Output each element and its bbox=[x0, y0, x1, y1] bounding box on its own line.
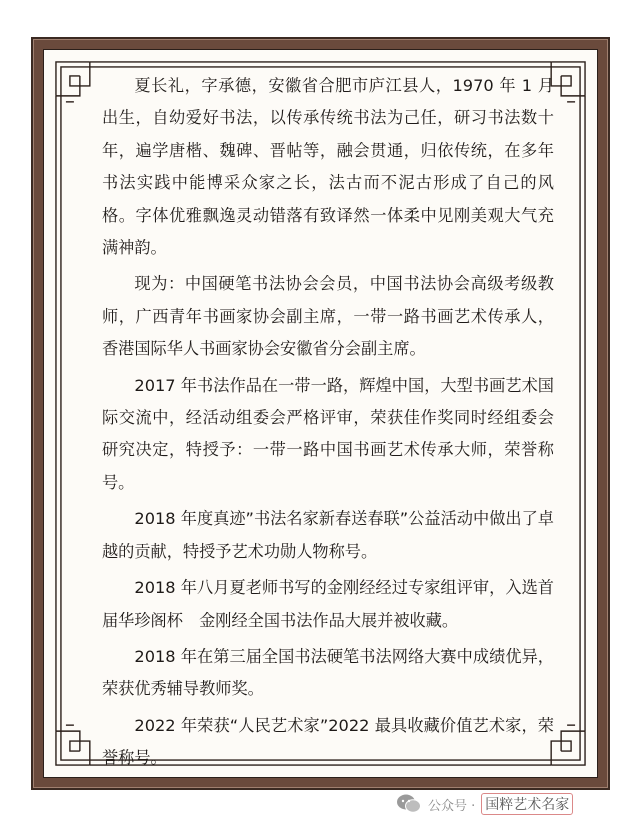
wechat-watermark bbox=[396, 791, 573, 817]
paragraph-2022-award: 2022 年荣获“人民艺术家”2022 最具收藏价值艺术家，荣誉称号。 bbox=[102, 715, 554, 768]
certificate-plaque bbox=[31, 37, 610, 790]
paragraph-intro: 夏长礼，字承德，安徽省合肥市庐江县人，1970 年 1 月出生，自幼爱好书法，以传承传统书法为己任，研习书法数十年，遍学唐楷、魏碑、晋帖等，融会贯通，归依传统，在多年书法实践中能博采众家之长，法古而不泥古形成了自己的风格。字体优雅飘逸灵动错落有致译然一体柔中见刚美观大气充满神韵。 bbox=[102, 76, 554, 258]
watermark-account-label: 公众号 · bbox=[428, 798, 476, 814]
paragraph-2018-couplets: 2018 年度真迹”书法名家新春送春联”公益活动中做出了卓越的贡献，特授予艺术功勋人物称号。 bbox=[102, 509, 554, 561]
watermark-account-name bbox=[481, 793, 573, 815]
watermark-account-name-text: 国粹艺术名家 bbox=[485, 797, 570, 813]
paragraph-positions: 现为：中国硬笔书法协会会员，中国书法协会高级考级教师，广西青年书画家协会副主席，一带一路书画艺术传承人，香港国际华人书画家协会安徽省分会副主席。 bbox=[102, 274, 554, 359]
paragraph-2018-teacher-award: 2018 年在第三届全国书法硬笔书法网络大赛中成绩优异，荣获优秀辅导教师奖。 bbox=[102, 646, 554, 699]
biography-text bbox=[102, 70, 554, 779]
paper-panel bbox=[43, 49, 598, 778]
paragraph-2018-sutra: 2018 年八月夏老师书写的金刚经经过专家组评审，入选首届华珍阁杯 金刚经全国书法作品大展并被收藏。 bbox=[102, 578, 554, 630]
paragraph-2017-award: 2017 年书法作品在一带一路，辉煌中国，大型书画艺术国际交流中，经活动组委会严格评审，荣获佳作奖同时经组委会研究决定，特授予：一带一路中国书画艺术传承大师，荣誉称号。 bbox=[102, 375, 554, 492]
red-seal-stamp bbox=[481, 793, 573, 815]
wechat-official-account-icon bbox=[396, 793, 422, 815]
